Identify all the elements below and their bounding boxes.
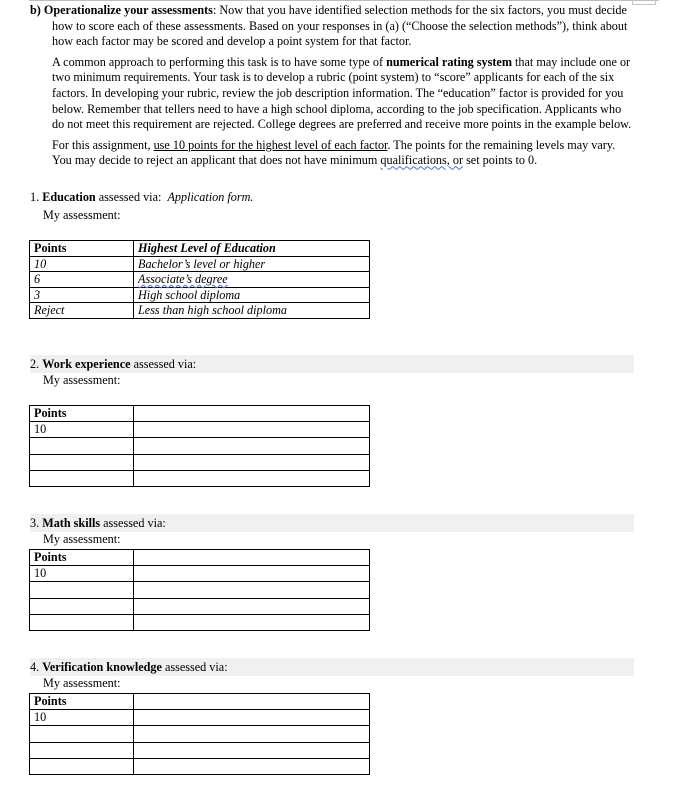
table-row bbox=[30, 614, 370, 630]
p2-bold: numerical rating system bbox=[386, 54, 512, 69]
points-cell[interactable] bbox=[30, 742, 134, 758]
answer-cell[interactable] bbox=[134, 454, 370, 470]
question-education bbox=[30, 188, 634, 206]
table-row bbox=[30, 422, 370, 438]
points-header: Points bbox=[30, 694, 134, 710]
table-row bbox=[30, 454, 370, 470]
points-cell[interactable] bbox=[30, 438, 134, 454]
page-corner-mark bbox=[632, 0, 656, 5]
level-cell: High school diploma bbox=[134, 287, 370, 303]
assessed-via-label: assessed via: bbox=[103, 516, 166, 530]
my-assessment-label: My assessment: bbox=[43, 208, 121, 222]
assessed-via-label: assessed via: bbox=[164, 660, 228, 674]
table-row bbox=[30, 758, 370, 774]
table-row bbox=[30, 694, 370, 710]
table-row bbox=[30, 710, 370, 726]
table-row bbox=[30, 287, 370, 303]
instructions bbox=[30, 3, 635, 169]
item-label: b) bbox=[30, 3, 41, 17]
table-row bbox=[30, 742, 370, 758]
factor-name: Verification knowledge bbox=[42, 660, 162, 674]
table-row bbox=[30, 550, 370, 566]
answer-cell[interactable] bbox=[134, 758, 370, 774]
points-cell: Reject bbox=[30, 303, 134, 319]
question-number: 1. bbox=[30, 190, 40, 204]
assessed-via-label: assessed via: bbox=[133, 357, 197, 371]
question-number: 3. bbox=[30, 516, 40, 530]
points-cell[interactable] bbox=[30, 614, 134, 630]
table-row bbox=[30, 406, 370, 422]
p2-text-a: A common approach to performing this task is to have some type of bbox=[52, 54, 387, 69]
factor-name: Math skills bbox=[42, 516, 101, 530]
points-cell: 10 bbox=[30, 566, 134, 582]
points-cell[interactable] bbox=[30, 726, 134, 742]
question-work-experience bbox=[30, 355, 634, 373]
points-cell[interactable] bbox=[30, 598, 134, 614]
answer-cell[interactable] bbox=[134, 438, 370, 454]
points-cell: 6 bbox=[30, 272, 134, 288]
points-header: Points bbox=[30, 550, 134, 566]
answer-cell[interactable] bbox=[134, 614, 370, 630]
points-cell: 3 bbox=[30, 287, 134, 303]
points-cell[interactable] bbox=[30, 758, 134, 774]
answer-cell[interactable] bbox=[134, 710, 370, 726]
verification-knowledge-rubric-table[interactable] bbox=[29, 693, 370, 775]
table-row bbox=[30, 241, 370, 257]
table-row bbox=[30, 272, 370, 288]
p2-text-b: that may include one or two minimum requirements. Your task is to develop a rubric (point system) to “score” applicants for each of the six factors. In developing your rubric, review the job description information. The “education” factor is provided for you below. Remember that tellers need to have a high school diploma, according to the job specification. Applicants who do not meet this requirement are rejected. College degrees are preferred and receive more points in the example below. bbox=[52, 54, 632, 132]
work-experience-rubric-table[interactable] bbox=[29, 405, 370, 487]
points-header: Points bbox=[30, 406, 134, 422]
question-math-skills bbox=[30, 514, 634, 532]
instruction-text: : Now that you have identified selection methods for the six factors, you must decide how to score each of these assessments. Based on your responses in (a) (“Choose the selection methods”), think about how each factor may be scored and develop a point system for that factor. bbox=[52, 3, 628, 49]
points-cell[interactable] bbox=[30, 582, 134, 598]
my-assessment-label: My assessment: bbox=[43, 373, 121, 387]
answer-cell[interactable] bbox=[134, 422, 370, 438]
instruction-paragraph-3 bbox=[30, 138, 635, 169]
p3-grammar-flagged: qualifications, or bbox=[380, 153, 464, 168]
instruction-heading: Operationalize your assessments bbox=[43, 3, 213, 17]
question-verification-knowledge bbox=[30, 658, 634, 676]
level-cell: Bachelor’s level or higher bbox=[134, 256, 370, 272]
factor-name: Education bbox=[42, 190, 96, 204]
level-cell: Less than high school diploma bbox=[134, 303, 370, 319]
factor-name: Work experience bbox=[42, 357, 131, 371]
p3-text-b: . The points for the remaining levels may vary. You may decide to reject an applicant that does not have minimum bbox=[52, 137, 616, 168]
table-row bbox=[30, 566, 370, 582]
points-cell[interactable] bbox=[30, 470, 134, 486]
math-skills-rubric-table[interactable] bbox=[29, 549, 370, 631]
my-assessment-label: My assessment: bbox=[43, 532, 121, 546]
answer-cell[interactable] bbox=[134, 566, 370, 582]
answer-cell[interactable] bbox=[134, 582, 370, 598]
table-row bbox=[30, 303, 370, 319]
answer-cell[interactable] bbox=[134, 742, 370, 758]
assessed-via-label: assessed via: bbox=[98, 190, 162, 204]
points-cell: 10 bbox=[30, 256, 134, 272]
answer-cell[interactable] bbox=[134, 598, 370, 614]
table-row bbox=[30, 598, 370, 614]
table-row bbox=[30, 582, 370, 598]
instruction-paragraph-1 bbox=[30, 3, 635, 50]
question-number: 2. bbox=[30, 357, 40, 371]
answer-cell[interactable] bbox=[134, 470, 370, 486]
points-cell[interactable] bbox=[30, 454, 134, 470]
table-row bbox=[30, 256, 370, 272]
points-cell: 10 bbox=[30, 422, 134, 438]
answer-cell[interactable] bbox=[134, 406, 370, 422]
answer-cell[interactable] bbox=[134, 550, 370, 566]
instruction-paragraph-2 bbox=[30, 55, 635, 133]
points-cell: 10 bbox=[30, 710, 134, 726]
table-row bbox=[30, 470, 370, 486]
question-number: 4. bbox=[30, 660, 40, 674]
assessment-method: Application form. bbox=[167, 190, 254, 204]
table-row bbox=[30, 726, 370, 742]
answer-cell[interactable] bbox=[134, 694, 370, 710]
table-row bbox=[30, 438, 370, 454]
answer-cell[interactable] bbox=[134, 726, 370, 742]
education-rubric-table bbox=[29, 240, 370, 319]
p3-text-a: For this assignment, bbox=[52, 137, 154, 152]
level-header: Highest Level of Education bbox=[134, 241, 370, 257]
points-header: Points bbox=[30, 241, 134, 257]
my-assessment-label: My assessment: bbox=[43, 676, 121, 690]
p3-underlined: use 10 points for the highest level of each factor bbox=[153, 137, 388, 152]
page-top-rule bbox=[29, 0, 659, 1]
level-cell: Associate’s degree bbox=[134, 272, 370, 288]
p3-text-c: set points to 0. bbox=[463, 153, 538, 168]
